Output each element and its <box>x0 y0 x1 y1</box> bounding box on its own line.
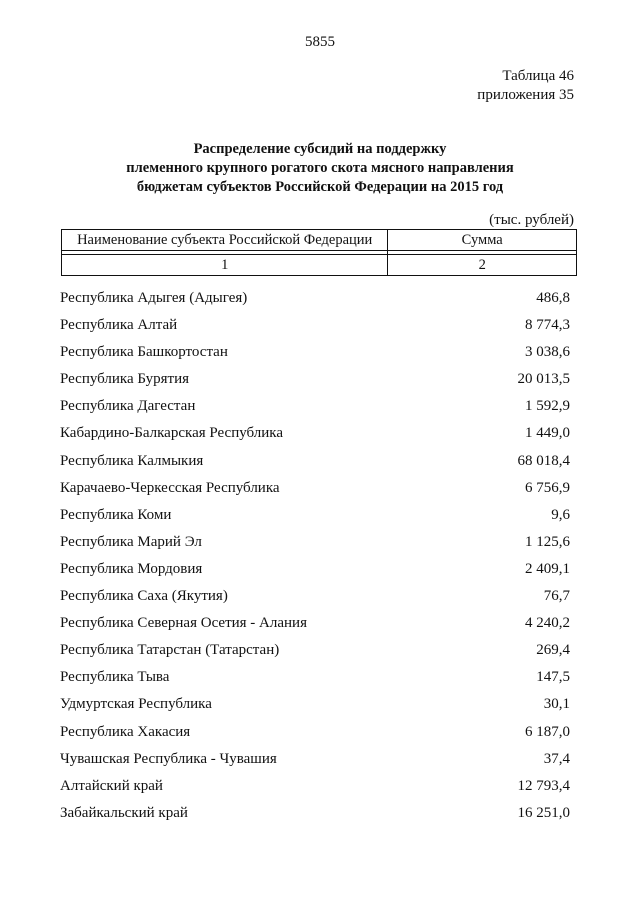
table-row <box>60 802 570 829</box>
region-name: Республика Башкортостан <box>60 344 228 361</box>
table-row <box>60 531 570 558</box>
title-line2: племенного крупного рогатого скота мясного направления <box>126 160 514 176</box>
table-row <box>60 422 570 449</box>
subsidy-amount: 147,5 <box>536 669 570 686</box>
subsidy-amount: 1 125,6 <box>525 533 570 550</box>
column-header-name: Наименование субъекта Российской Федерации <box>62 230 388 251</box>
column-number-2: 2 <box>388 255 577 276</box>
subsidy-amount: 269,4 <box>536 642 570 659</box>
table-row <box>60 504 570 531</box>
region-name: Республика Марий Эл <box>60 533 202 550</box>
subsidy-amount: 486,8 <box>536 290 570 306</box>
table-ref-line2: приложения 35 <box>477 87 574 103</box>
subsidy-amount: 6 756,9 <box>525 479 570 496</box>
table-row <box>60 585 570 612</box>
subsidy-amount: 6 187,0 <box>525 723 570 740</box>
subsidy-amount: 68 018,4 <box>517 452 570 469</box>
subsidy-amount: 12 793,4 <box>517 777 570 794</box>
table-reference <box>477 67 574 105</box>
region-name: Удмуртская Республика <box>60 696 212 713</box>
document-title <box>0 140 640 197</box>
title-line1: Распределение субсидий на поддержку <box>193 141 447 157</box>
table-ref-line1: Таблица 46 <box>502 68 574 84</box>
region-name: Республика Хакасия <box>60 723 191 740</box>
table-row <box>60 477 570 504</box>
page-number: 5855 <box>305 34 335 50</box>
region-name: Забайкальский край <box>60 804 188 821</box>
table-header <box>61 229 577 276</box>
region-name: Республика Дагестан <box>60 398 196 415</box>
region-name: Республика Бурятия <box>60 371 190 388</box>
subsidy-amount: 16 251,0 <box>517 804 570 821</box>
units-label: (тыс. рублей) <box>489 212 574 228</box>
subsidy-amount: 1 592,9 <box>525 398 570 415</box>
column-header-sum: Сумма <box>388 230 577 251</box>
title-line3: бюджетам субъектов Российской Федерации на 2015 год <box>136 179 504 195</box>
table-row <box>60 314 570 341</box>
region-name: Кабардино-Балкарская Республика <box>60 425 284 442</box>
subsidy-amount: 30,1 <box>543 696 570 713</box>
table-row <box>60 558 570 585</box>
table-row <box>60 775 570 802</box>
subsidy-amount: 8 774,3 <box>525 317 570 334</box>
table-row <box>60 287 570 314</box>
subsidy-amount: 3 038,6 <box>525 344 570 361</box>
region-name: Алтайский край <box>60 777 163 794</box>
table-row <box>60 612 570 639</box>
table-row <box>60 639 570 666</box>
subsidy-amount: 4 240,2 <box>525 615 570 632</box>
table-row <box>60 395 570 422</box>
table-row <box>60 748 570 775</box>
region-name: Республика Калмыкия <box>60 452 204 469</box>
subsidy-amount: 1 449,0 <box>525 425 570 442</box>
table-row <box>60 693 570 720</box>
subsidy-amount: 76,7 <box>543 588 570 605</box>
subsidy-amount: 9,6 <box>551 506 570 523</box>
region-name: Республика Мордовия <box>60 560 203 577</box>
subsidy-amount: 2 409,1 <box>525 560 570 577</box>
region-name: Республика Тыва <box>60 669 170 686</box>
subsidy-amount: 20 013,5 <box>517 371 570 388</box>
region-name: Карачаево-Черкесская Республика <box>60 479 280 496</box>
subsidy-amount: 37,4 <box>543 750 570 767</box>
region-name: Республика Адыгея (Адыгея) <box>60 290 248 306</box>
region-name: Республика Северная Осетия - Алания <box>60 615 307 632</box>
column-number-1: 1 <box>62 255 388 276</box>
table-row <box>60 341 570 368</box>
region-name: Республика Саха (Якутия) <box>60 588 228 605</box>
table-row <box>60 450 570 477</box>
table-body <box>60 287 570 829</box>
region-name: Республика Коми <box>60 506 172 523</box>
region-name: Чувашская Республика - Чувашия <box>60 750 277 767</box>
table-row <box>60 721 570 748</box>
region-name: Республика Татарстан (Татарстан) <box>60 642 280 659</box>
table-row <box>60 666 570 693</box>
table-row <box>60 368 570 395</box>
region-name: Республика Алтай <box>60 317 178 334</box>
